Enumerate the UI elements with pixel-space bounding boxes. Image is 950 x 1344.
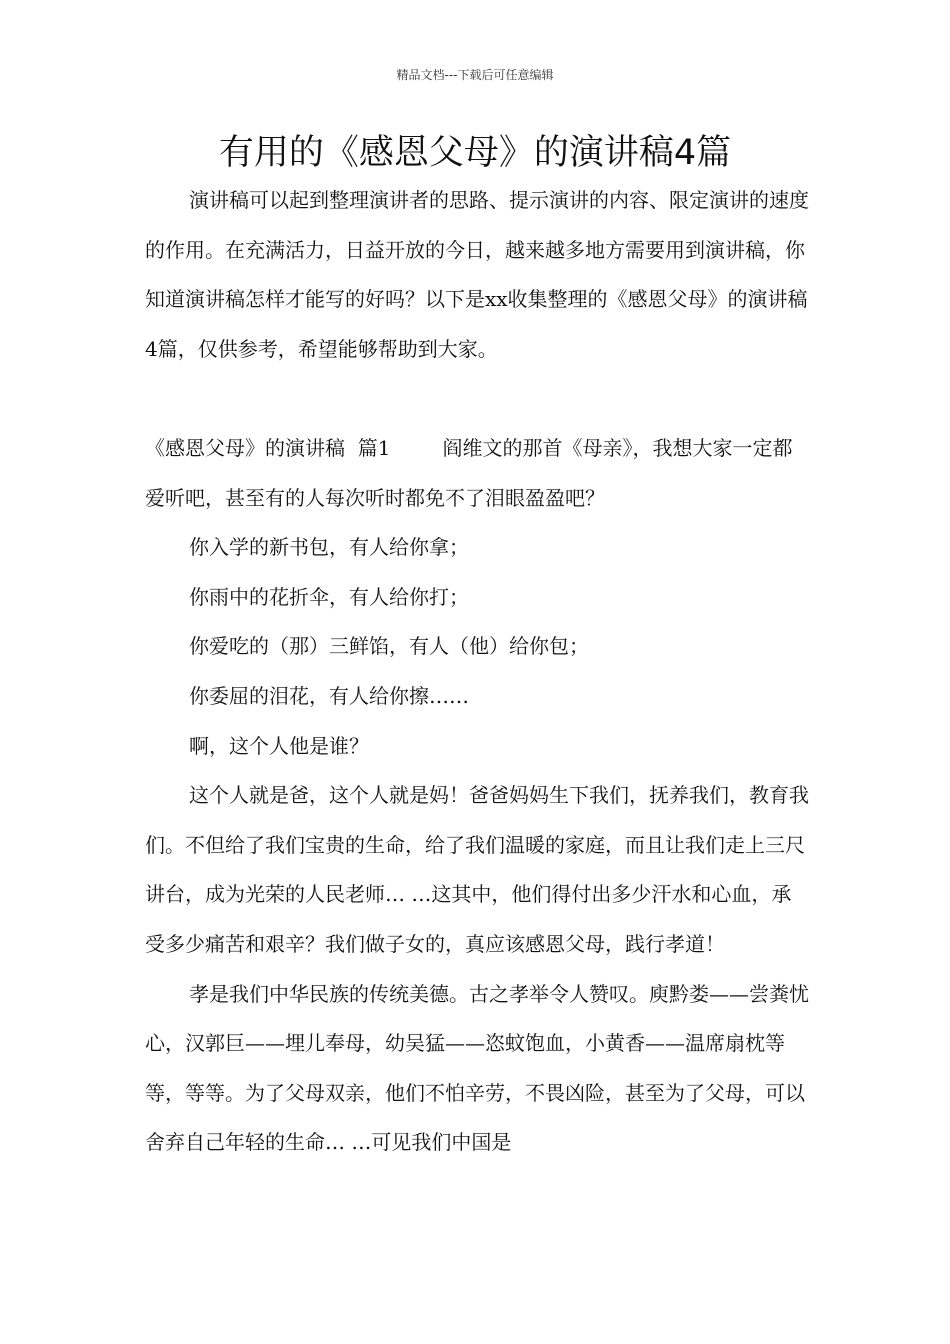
poem-line: 你雨中的花折伞，有人给你打； <box>189 584 469 609</box>
body-paragraph: 这个人就是爸，这个人就是妈！爸爸妈妈生下我们，抚养我们，教育我们。不但给了我们宝贵的生命，给了我们温暖的家庭，而且让我们走上三尺讲台，成为光荣的人民老师… …这其中，他们得付出多少汗水和心血，承受多少痛苦和艰辛？我们做子女的，真应该感恩父母，践行孝道！ <box>145 783 809 956</box>
poem-line: 你爱吃的（那）三鲜馅，有人（他）给你包； <box>189 634 589 659</box>
intro-paragraph: 演讲稿可以起到整理演讲者的思路、提示演讲的内容、限定演讲的速度的作用。在充满活力，日益开放的今日，越来越多地方需要用到演讲稿，你知道演讲稿怎样才能写的好吗？以下是xx收集整理的《感恩父母》的演讲稿4篇，仅供参考，希望能够帮助到大家。 <box>145 188 809 361</box>
body-paragraph: 孝是我们中华民族的传统美德。古之孝举令人赞叹。庾黔娄——尝粪忧心，汉郭巨——埋儿奉母，幼吴猛——恣蚊饱血，小黄香——温席扇枕等等，等等。为了父母双亲，他们不怕辛劳，不畏凶险，甚至为了父母，可以舍弃自己年轻的生命… …可见我们中国是 <box>145 981 809 1155</box>
document-title: 有用的《感恩父母》的演讲稿4篇 <box>218 133 732 173</box>
header-note: 精品文档---下载后可任意编辑 <box>396 68 554 82</box>
poem-line: 啊，这个人他是谁？ <box>189 733 369 758</box>
document-body <box>145 176 810 1168</box>
poem-line: 你委屈的泪花，有人给你擦…… <box>189 683 469 708</box>
poem-line: 你入学的新书包，有人给你拿； <box>189 535 469 560</box>
section-1-paragraph <box>145 424 810 523</box>
section-1-lead: 阎维文的那首《母亲》，我想大家一定都爱听吧，甚至有的人每次听时都免不了泪眼盈盈吧？ <box>145 435 793 510</box>
blank-line <box>145 374 810 424</box>
section-1-heading: 《感恩父母》的演讲稿 篇1 <box>145 435 391 460</box>
